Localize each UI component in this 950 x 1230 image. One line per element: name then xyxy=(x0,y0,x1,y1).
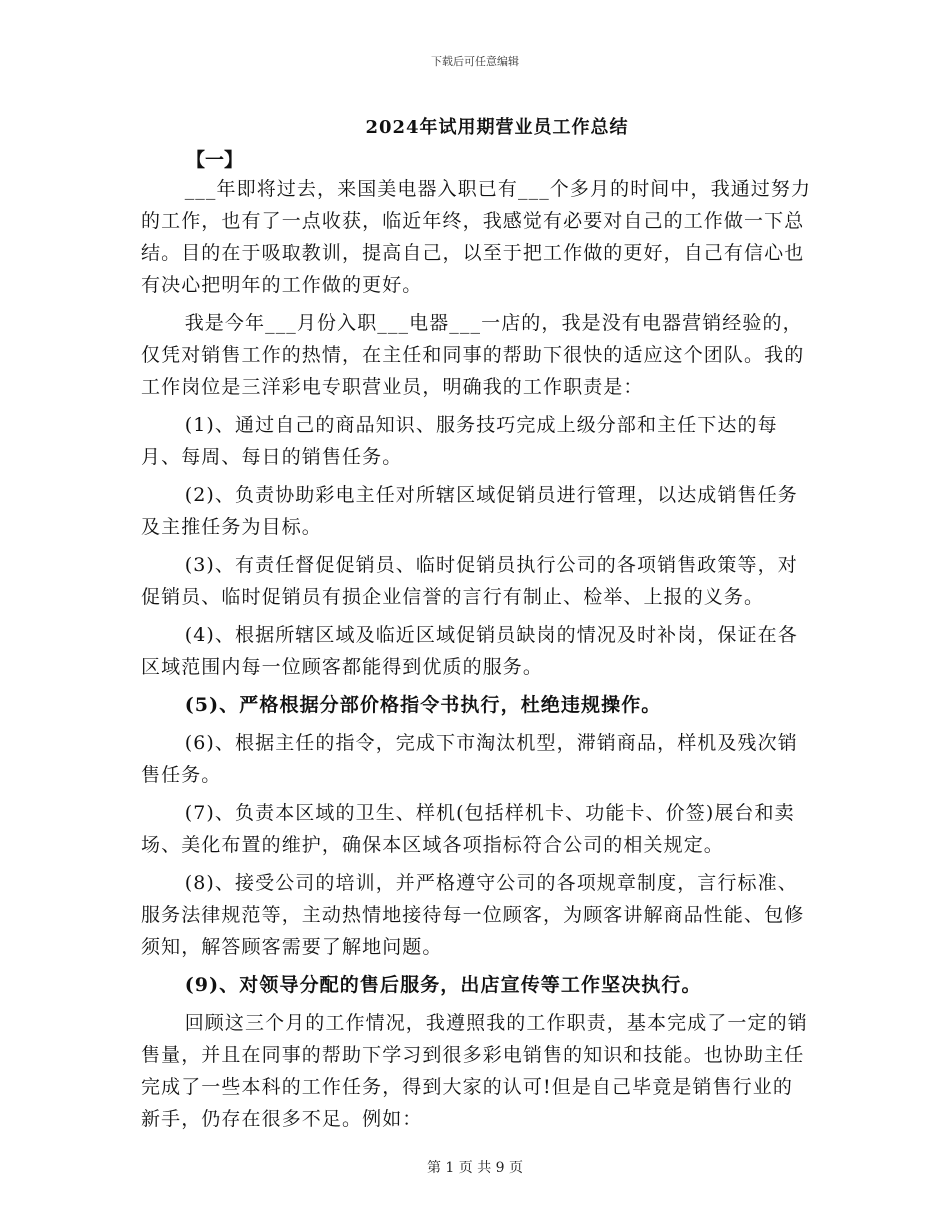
paragraph-intro: ___年即将过去，来国美电器入职已有___个多月的时间中，我通过努力的工作，也有了一点收获，临近年终，我感觉有必要对自己的工作做一下总结。目的在于吸取教训，提高自己，以至于把工作做的更好，自己有信心也有决心把明年的工作做的更好。 xyxy=(141,178,812,296)
duty-item-7: (7)、负责本区域的卫生、样机(包括样机卡、功能卡、价签)展台和卖场、美化布置的维护，确保本区域各项指标符合公司的相关规定。 xyxy=(141,802,795,856)
paragraph-background: 我是今年___月份入职___电器___一店的，我是没有电器营销经验的，仅凭对销售工作的热情，在主任和同事的帮助下很快的适应这个团队。我的工作岗位是三洋彩电专职营业员，明确我的工作职责是： xyxy=(141,312,805,398)
duty-item-4: (4)、根据所辖区域及临近区域促销员缺岗的情况及时补岗，保证在各区域范围内每一位顾客都能得到优质的服务。 xyxy=(141,624,798,678)
duty-item-5: (5)、严格根据分部价格指令书执行，杜绝违规操作。 xyxy=(184,694,662,716)
page-number-footer: 第 1 页 共 9 页 xyxy=(426,1160,524,1176)
duty-item-6: (6)、根据主任的指令，完成下市淘汰机型，滞销商品，样机及残次销售任务。 xyxy=(141,732,798,786)
document-title: 2024年试用期营业员工作总结 xyxy=(365,117,629,138)
document-body xyxy=(141,173,813,1141)
section-marker: 【一】 xyxy=(186,149,244,171)
page-header-note: 下载后可任意编辑 xyxy=(431,55,519,68)
duty-item-9: (9)、对领导分配的售后服务，出店宣传等工作坚决执行。 xyxy=(184,974,702,996)
duty-item-3: (3)、有责任督促促销员、临时促销员执行公司的各项销售政策等，对促销员、临时促销员有损企业信誉的言行有制止、检举、上报的义务。 xyxy=(141,554,798,608)
duty-item-2: (2)、负责协助彩电主任对所辖区域促销员进行管理，以达成销售任务及主推任务为目标。 xyxy=(141,484,798,538)
duty-item-1: (1)、通过自己的商品知识、服务技巧完成上级分部和主任下达的每月、每周、每日的销售任务。 xyxy=(141,414,778,468)
duty-item-8: (8)、接受公司的培训，并严格遵守公司的各项规章制度，言行标准、服务法律规范等，主动热情地接待每一位顾客，为顾客讲解商品性能、包修须知，解答顾客需要了解地问题。 xyxy=(141,872,805,958)
paragraph-review: 回顾这三个月的工作情况，我遵照我的工作职责，基本完成了一定的销售量，并且在同事的帮助下学习到很多彩电销售的知识和技能。也协助主任完成了一些本科的工作任务，得到大家的认可!但是自己毕竟是销售行业的新手，仍存在很多不足。例如： xyxy=(141,1012,808,1130)
